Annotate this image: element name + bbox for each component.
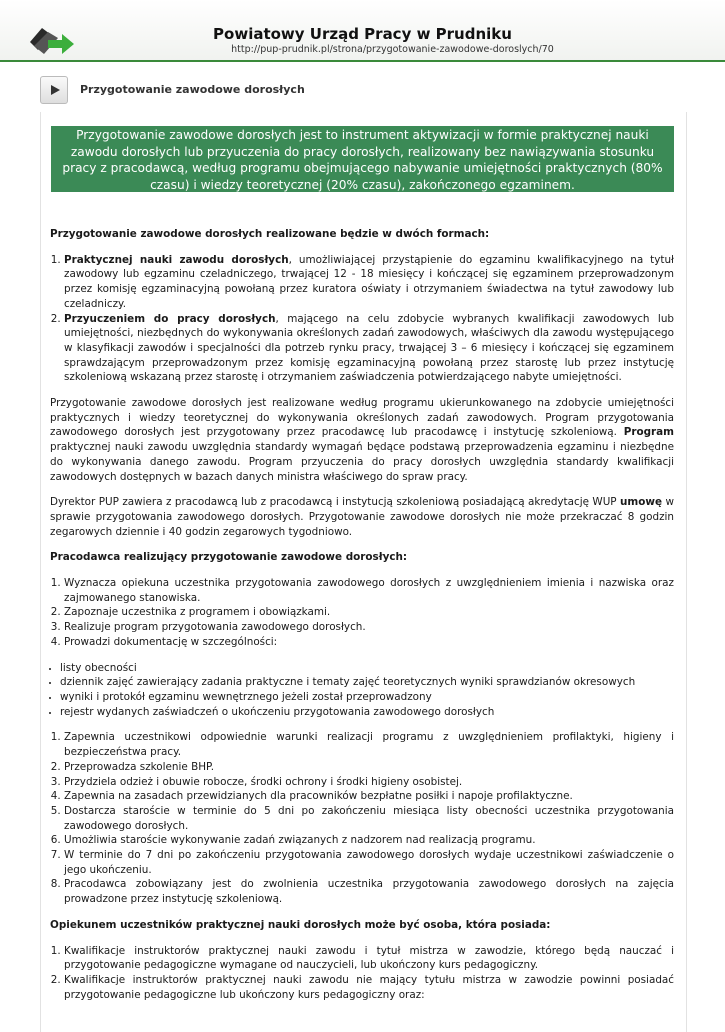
term: Przyuczeniem do pracy dorosłych [64, 312, 276, 325]
nav-arrow-button[interactable] [40, 76, 68, 104]
definition: , mającego na celu zdobycie wybranych kwalifikacji zawodowych lub umiejętności, niezbędnych do wykonywania określonych zadań zawodowych, właściwych dla zawodu występującego w klasyfikacji zawodów i specjalności dla potrzeb rynku pracy, trwającej 3 – 6 miesięcy i kończącej się egzaminem sprawdzającym przeprowadzonym przez komisję egzaminacyjną powołaną przez starostę lub przez instytucję szkoleniową wskazaną przez starostę i otrzymaniem zaświadczenia potwierdzającego nabyte umiejętności. [64, 312, 674, 384]
article-body [50, 227, 674, 1002]
tutor-requirements-list [50, 944, 674, 1003]
forms-list [50, 253, 674, 385]
forms-heading: Przygotowanie zawodowe dorosłych realizowane będzie w dwóch formach: [50, 228, 490, 240]
paragraph-text: praktycznej nauki zawodu uwzględnia standardy wymagań będące podstawą przeprowadzenia egzaminu i niezbędne do wykonywania danego zawodu. Program przyuczenia do pracy dorosłych uwzględnia standardy kwalifikacji zawodowych dostępnych w bazach danych ministra właściwego do spraw pracy. [50, 441, 674, 483]
header-divider [0, 60, 725, 62]
employer-duties-list-continued [50, 730, 674, 906]
definition: , umożliwiającej przystąpienie do egzaminu kwalifikacyjnego na tytuł zawodowy lub egzaminu czeladniczego, trwającej 12 - 18 miesięcy i kończącej się egzaminem przeprowadzonym przez komisję egzaminacyjną powołaną przez kuratora oświaty i otrzymaniem świadectwa na tytuł zawodowy lub czeladniczy. [64, 253, 675, 310]
list-item: • rejestr wydanych zaświadczeń o ukończeniu przygotowania zawodowego dorosłych [60, 705, 674, 720]
list-item: 6. Umożliwia staroście wykonywanie zadań związanych z nadzorem nad realizacją programu. [64, 833, 674, 848]
term: Praktycznej nauki zawodu dorosłych [64, 253, 289, 266]
list-item: 1. Wyznacza opiekuna uczestnika przygotowania zawodowego dorosłych z uwzględnieniem imienia i nazwiska oraz zajmowanego stanowiska. [64, 576, 674, 605]
list-item: 4. Zapewnia na zasadach przewidzianych dla pracowników bezpłatne posiłki i napoje profilaktyczne. [64, 789, 674, 804]
paragraph-text: Przygotowanie zawodowe dorosłych jest realizowane według programu ukierunkowanego na zdobycie umiejętności praktycznych i wiedzy teoretycznej do wykonywania określonych zadań zawodowych. Program przygotowania zawodowego dorosłych jest przygotowany przez pracodawcę lub pracodawcę i instytucję szkoleniową. [50, 397, 674, 439]
page-url: http://pup-prudnik.pl/strona/przygotowanie-zawodowe-doroslych/70 [231, 44, 554, 55]
list-item: 2. Zapoznaje uczestnika z programem i obowiązkami. [64, 605, 674, 620]
list-item: 2. Kwalifikacje instruktorów praktycznej nauki zawodu nie mający tytułu mistrza w zawodzie powinni posiadać przygotowanie pedagogiczne lub ukończony kurs pedagogiczny oraz: [64, 973, 674, 1002]
contract-paragraph [50, 495, 674, 539]
tutor-heading: Opiekunem uczestników praktycznej nauki dorosłych może być osoba, która posiada: [50, 918, 551, 931]
list-item: 8. Pracodawca zobowiązany jest do zwolnienia uczestnika przygotowania zawodowego dorosłych na zajęcia prowadzone przez instytucję szkoleniową. [64, 877, 674, 906]
list-item: 5. Dostarcza staroście w terminie do 5 dni po zakończeniu miesiąca listy obecności uczestnika przygotowania zawodowego dorosłych. [64, 804, 674, 833]
list-item: 4. Prowadzi dokumentację w szczególności: [64, 635, 674, 650]
list-item: 1. Zapewnia uczestnikowi odpowiednie warunki realizacji programu z uwzględnieniem profilaktyki, higieny i bezpieczeństwa pracy. [64, 730, 674, 759]
list-item: 3. Realizuje program przygotowania zawodowego dorosłych. [64, 620, 674, 635]
documentation-list [50, 661, 674, 720]
bold-term: Program [623, 426, 674, 439]
employer-heading: Pracodawca realizujący przygotowanie zawodowe dorosłych: [50, 551, 408, 564]
site-title: Powiatowy Urząd Pracy w Prudniku [213, 25, 512, 43]
bold-term: umowę [620, 496, 663, 509]
paragraph-text: w sprawie przygotowania zawodowego dorosłych. Przygotowanie zawodowe dorosłych nie może przekraczać 8 godzin zegarowych dziennie i 40 godzin zegarowych tygodniowo. [50, 496, 674, 538]
page-title: Przygotowanie zawodowe dorosłych [80, 83, 305, 96]
list-item: • wyniki i protokół egzaminu wewnętrznego jeżeli został przeprowadzony [60, 690, 674, 705]
list-item: 3. Przydziela odzież i obuwie robocze, środki ochrony i środki higieny osobistej. [64, 775, 674, 790]
intro-box: Przygotowanie zawodowe dorosłych jest to instrument aktywizacji w formie praktycznej nauki zawodu dorosłych lub przyuczenia do pracy dorosłych, realizowany bez nawiązywania stosunku pracy z pracodawcą, według programu obejmującego nabywanie umiejętności praktycznych (80% czasu) i wiedzy teoretycznej (20% czasu), zakończonego egzaminem. [51, 126, 674, 192]
list-item: 2. Przeprowadza szkolenie BHP. [64, 760, 674, 775]
employer-duties-list [50, 576, 674, 650]
list-item: 7. W terminie do 7 dni po zakończeniu przygotowania zawodowego dorosłych wydaje uczestnikowi zaświadczenie o jego ukończeniu. [64, 848, 674, 877]
list-item [64, 312, 674, 386]
list-item: • listy obecności [60, 661, 674, 676]
paragraph-text: Dyrektor PUP zawiera z pracodawcą lub z pracodawcą i instytucją szkoleniową posiadającą akredytację WUP [50, 496, 617, 509]
list-item: 1. Kwalifikacje instruktorów praktycznej nauki zawodu i tytuł mistrza w zawodzie, którego będą nauczać i przygotowanie pedagogiczne wymagane od nauczycieli, lub ukończony kurs pedagogiczny. [64, 944, 674, 973]
list-item: • dziennik zajęć zawierający zadania praktyczne i tematy zajęć teoretycznych wyniki sprawdzianów okresowych [60, 675, 674, 690]
play-arrow-icon [49, 84, 61, 96]
program-paragraph [50, 396, 674, 484]
list-item [64, 253, 674, 312]
